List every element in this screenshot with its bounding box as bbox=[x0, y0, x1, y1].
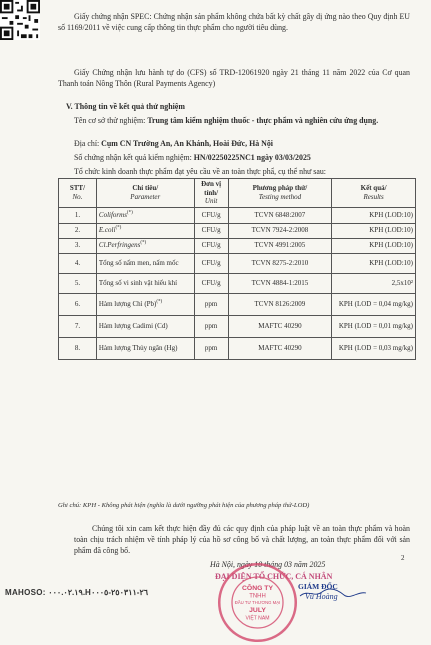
lab-label: Tên cơ sở thử nghiệm: bbox=[74, 116, 148, 125]
table-row bbox=[59, 337, 416, 359]
cell-parameter bbox=[96, 223, 194, 238]
representative-heading: ĐẠI DIỆN TỔ CHỨC, CÁ NHÂN bbox=[215, 572, 333, 581]
parameter-name: Tổng số nấm men, nấm mốc bbox=[98, 258, 179, 267]
test-results-table bbox=[58, 178, 416, 360]
cell-no: 7. bbox=[59, 315, 97, 337]
cell-parameter bbox=[96, 315, 194, 337]
parameter-name: E.coli bbox=[98, 226, 116, 235]
table-row bbox=[59, 293, 416, 315]
cell-method: TCVN 8275-2:2010 bbox=[228, 253, 332, 273]
cfs-certificate-text: Giấy Chứng nhận lưu hành tự do (CFS) số TRD-12061920 ngày 21 tháng 11 năm 2022 của Cơ quan Thanh toán Nông Thôn (Rural Payments Agency) bbox=[58, 68, 410, 88]
cell-parameter bbox=[96, 293, 194, 315]
cell-unit: ppm bbox=[194, 293, 228, 315]
header-results: Kết quả/ Results bbox=[332, 179, 416, 208]
cell-method: TCVN 8126:2009 bbox=[228, 293, 332, 315]
qr-code bbox=[0, 0, 40, 40]
result-value: HN/02250225NC1 ngày 03/03/2025 bbox=[193, 153, 311, 162]
footnote-marker: (*) bbox=[126, 210, 133, 216]
cell-no: 1. bbox=[59, 207, 97, 223]
lead-in-text: Tổ chức kinh doanh thực phẩm đạt yêu cầu về an toàn thực phẩ, cụ thể như sau: bbox=[74, 167, 326, 176]
cell-result: KPH (LOD = 0,03 mg/kg) bbox=[332, 337, 416, 359]
parameter-name: Tổng số vi sinh vật hiếu khí bbox=[98, 278, 178, 287]
result-label: Số chứng nhận kết quả kiểm nghiệm: bbox=[74, 153, 194, 162]
cell-parameter bbox=[96, 253, 194, 273]
svg-text:CÔNG TY: CÔNG TY bbox=[242, 584, 273, 592]
dossier-code: MAHOSO: ٠٠٠.٠٢.١٩.H٢٦-٢٥٠٣١١-٠٠٠٥ bbox=[5, 588, 149, 597]
header-unit: Đơn vị tính/ Unit bbox=[194, 179, 228, 208]
lab-line bbox=[58, 116, 410, 127]
page-number: 2 bbox=[401, 554, 405, 562]
cell-unit: CFU/g bbox=[194, 253, 228, 273]
cell-unit: CFU/g bbox=[194, 223, 228, 238]
header-parameter: Chỉ tiêu/ Parameter bbox=[96, 179, 194, 208]
parameter-name: Hàm lượng Thủy ngân (Hg) bbox=[98, 343, 178, 352]
place-date: Hà Nội, ngày 10 tháng 03 năm 2025 bbox=[210, 560, 326, 569]
cell-result: KPH (LOD:10) bbox=[332, 253, 416, 273]
table-row bbox=[59, 315, 416, 337]
section-heading: V. Thông tin về kết quả thử nghiệm bbox=[66, 102, 185, 111]
cell-no: 2. bbox=[59, 223, 97, 238]
svg-text:VIỆT NAM: VIỆT NAM bbox=[245, 615, 270, 622]
cell-method: TCVN 6848:2007 bbox=[228, 207, 332, 223]
cell-parameter bbox=[96, 273, 194, 293]
svg-text:JULY: JULY bbox=[249, 606, 266, 614]
cell-unit: CFU/g bbox=[194, 207, 228, 223]
header-no: STT/ No. bbox=[59, 179, 97, 208]
spec-certificate-text: Giấy chứng nhận SPEC: Chứng nhận sản phẩm không chứa bất kỳ chất gây dị ứng nào theo Quy định EU số 1169/2011 về việc cung cấp thông tin thực phẩm cho người tiêu dùng. bbox=[58, 12, 410, 32]
company-seal bbox=[215, 560, 300, 645]
cell-unit: ppm bbox=[194, 315, 228, 337]
header-method: Phương pháp thử/ Testing method bbox=[228, 179, 332, 208]
lab-name: Trung tâm kiểm nghiệm thuốc - thực phẩm và nghiên cứu ứng dụng. bbox=[147, 116, 379, 125]
footnote-marker: (*) bbox=[140, 241, 147, 247]
cell-no: 6. bbox=[59, 293, 97, 315]
cell-no: 8. bbox=[59, 337, 97, 359]
cell-method: TCVN 4991:2005 bbox=[228, 238, 332, 253]
cell-no: 3. bbox=[59, 238, 97, 253]
parameter-name: Hàm lượng Cadimi (Cd) bbox=[98, 321, 168, 330]
cell-result: KPH (LOD:10) bbox=[332, 238, 416, 253]
cell-method: MAFTC 40290 bbox=[228, 337, 332, 359]
cell-no: 5. bbox=[59, 273, 97, 293]
result-number-line bbox=[58, 153, 410, 164]
address-line bbox=[58, 139, 410, 150]
table-row bbox=[59, 223, 416, 238]
cell-result: KPH (LOD:10) bbox=[332, 207, 416, 223]
cell-unit: CFU/g bbox=[194, 238, 228, 253]
cell-parameter bbox=[96, 337, 194, 359]
cell-method: TCVN 7924-2:2008 bbox=[228, 223, 332, 238]
cell-no: 4. bbox=[59, 253, 97, 273]
cell-result: 2,5x10² bbox=[332, 273, 416, 293]
cell-result: KPH (LOD:10) bbox=[332, 223, 416, 238]
cell-unit: CFU/g bbox=[194, 273, 228, 293]
cell-result: KPH (LOD = 0,04 mg/kg) bbox=[332, 293, 416, 315]
cell-method: TCVN 4884-1:2015 bbox=[228, 273, 332, 293]
footnote-marker: (*) bbox=[115, 226, 122, 232]
parameter-name: Coliforms bbox=[98, 210, 127, 219]
footnote: Ghi chú: KPH - Không phát hiện (nghĩa là dưới ngưỡng phát hiện của phương pháp thử-LOD) bbox=[58, 502, 310, 509]
signatory-title: GIÁM ĐỐC bbox=[298, 582, 338, 591]
cell-parameter bbox=[96, 238, 194, 253]
svg-text:TNHH: TNHH bbox=[249, 593, 266, 600]
table-header-row bbox=[59, 179, 416, 208]
table-row bbox=[59, 273, 416, 293]
closing-statement: Chúng tôi xin cam kết thực hiện đầy đủ các quy định của pháp luật về an toàn thực phẩm và hoàn toàn chịu trách nhiệm về tính pháp lý của hồ sơ công bố và chất lượng, an toàn thực phẩm đối với sản phẩm đã công bố. bbox=[74, 524, 410, 555]
table-row bbox=[59, 238, 416, 253]
svg-text:ĐẦU TƯ THƯƠNG MẠI: ĐẦU TƯ THƯƠNG MẠI bbox=[234, 600, 281, 606]
table-row bbox=[59, 253, 416, 273]
cell-method: MAFTC 40290 bbox=[228, 315, 332, 337]
table-row bbox=[59, 207, 416, 223]
parameter-name: Hàm lượng Chì (Pb) bbox=[98, 299, 157, 308]
parameter-name: Cl.Perfringens bbox=[98, 241, 141, 250]
cell-parameter bbox=[96, 207, 194, 223]
cell-result: KPH (LOD = 0,01 mg/kg) bbox=[332, 315, 416, 337]
address-label: Địa chỉ: bbox=[74, 139, 102, 148]
address-value: Cụm CN Trường An, An Khánh, Hoài Đức, Hà Nội bbox=[101, 139, 273, 148]
footnote-marker: (*) bbox=[156, 299, 163, 305]
cell-unit: ppm bbox=[194, 337, 228, 359]
signatory-name: Vũ Hoàng bbox=[305, 592, 338, 601]
